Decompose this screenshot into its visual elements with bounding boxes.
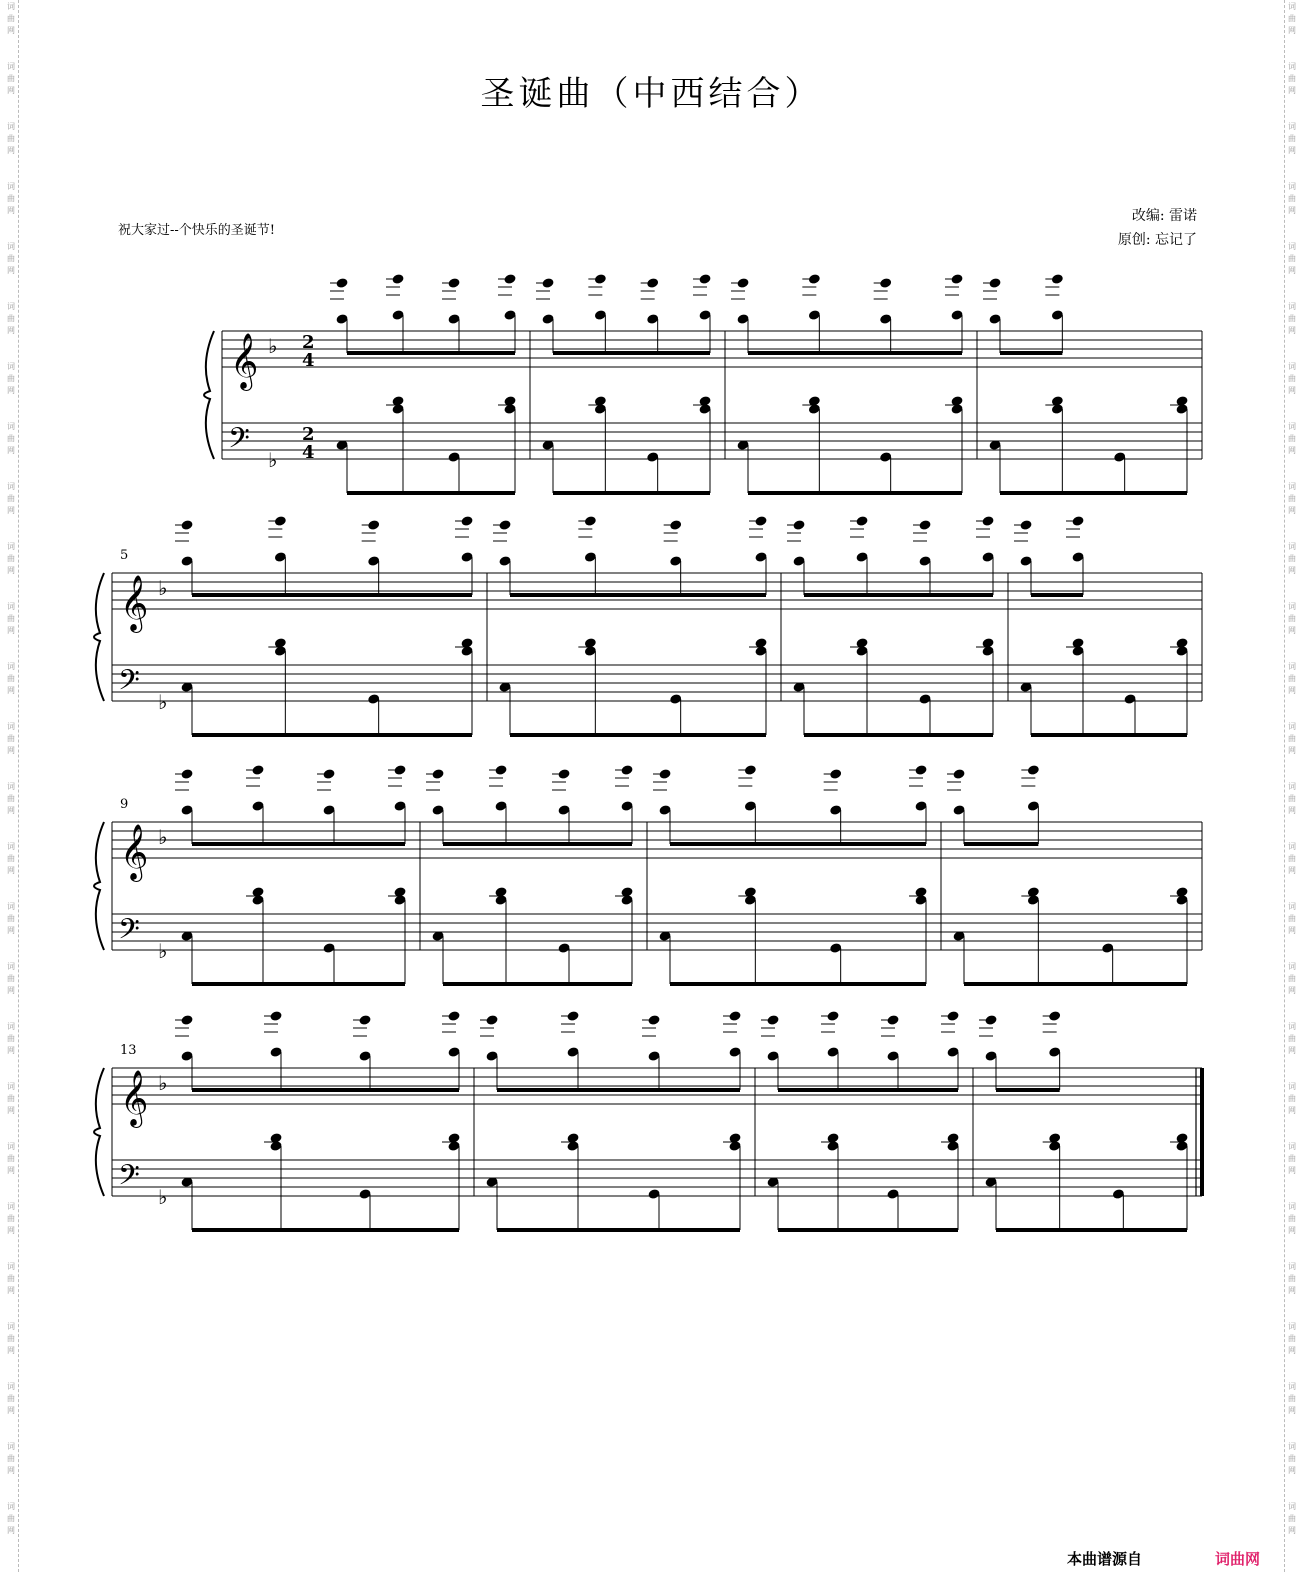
watermark-char: 网 xyxy=(7,686,15,695)
beam xyxy=(510,733,766,737)
watermark-char: 词 xyxy=(1288,1502,1296,1511)
watermark-char: 网 xyxy=(7,266,15,275)
watermark-char: 网 xyxy=(1288,566,1296,575)
beam xyxy=(553,351,710,355)
watermark-char: 曲 xyxy=(1288,1394,1296,1403)
watermark-char: 曲 xyxy=(7,74,15,83)
beam xyxy=(510,593,766,597)
watermark-char: 网 xyxy=(7,1406,15,1415)
watermark-char: 词 xyxy=(7,722,15,731)
watermark-char: 词 xyxy=(1288,1322,1296,1331)
watermark-char: 网 xyxy=(1288,1466,1296,1475)
watermark-char: 网 xyxy=(7,86,15,95)
watermark-char: 网 xyxy=(7,806,15,815)
watermark-char: 网 xyxy=(1288,1106,1296,1115)
watermark-char: 曲 xyxy=(1288,1334,1296,1343)
watermark-char: 网 xyxy=(1288,146,1296,155)
watermark-char: 曲 xyxy=(1288,434,1296,443)
beam xyxy=(443,982,632,986)
watermark-char: 网 xyxy=(7,446,15,455)
composer-credit: 原创: 忘记了 xyxy=(1117,232,1197,248)
watermark-char: 曲 xyxy=(1288,1214,1296,1223)
watermark-char: 词 xyxy=(1288,122,1296,131)
watermark-char: 词 xyxy=(1288,842,1296,851)
beam xyxy=(192,733,472,737)
watermark-char: 网 xyxy=(7,1226,15,1235)
beam xyxy=(497,1228,740,1232)
watermark-char: 网 xyxy=(1288,746,1296,755)
watermark-char: 曲 xyxy=(7,614,15,623)
time-sig-numerator: 2 xyxy=(302,332,315,353)
watermark-char: 网 xyxy=(7,206,15,215)
watermark-char: 词 xyxy=(7,1142,15,1151)
watermark-char: 曲 xyxy=(7,974,15,983)
beam xyxy=(748,351,962,355)
beam xyxy=(804,593,993,597)
watermark-char: 曲 xyxy=(7,1334,15,1343)
watermark-char: 网 xyxy=(1288,1166,1296,1175)
watermark-char: 网 xyxy=(1288,1346,1296,1355)
watermark-char: 曲 xyxy=(7,734,15,743)
watermark-char: 网 xyxy=(7,1526,15,1535)
watermark-char: 曲 xyxy=(1288,74,1296,83)
watermark-char: 词 xyxy=(1288,1202,1296,1211)
watermark-char: 网 xyxy=(1288,1046,1296,1055)
watermark-char: 词 xyxy=(7,122,15,131)
flat-sign-icon: ♭ xyxy=(268,334,278,358)
watermark-char: 词 xyxy=(1288,962,1296,971)
beam xyxy=(778,1228,958,1232)
watermark-char: 词 xyxy=(1288,482,1296,491)
watermark-char: 曲 xyxy=(1288,494,1296,503)
watermark-char: 词 xyxy=(7,782,15,791)
watermark-char: 网 xyxy=(1288,86,1296,95)
beam xyxy=(192,842,405,846)
watermark-char: 曲 xyxy=(7,1094,15,1103)
beam xyxy=(964,982,1187,986)
watermark-char: 曲 xyxy=(1288,374,1296,383)
watermark-char: 网 xyxy=(1288,986,1296,995)
watermark-char: 网 xyxy=(7,1106,15,1115)
watermark-char: 词 xyxy=(7,1322,15,1331)
watermark-char: 网 xyxy=(7,746,15,755)
flat-sign-icon: ♭ xyxy=(158,690,168,714)
watermark-char: 词 xyxy=(7,842,15,851)
watermark-char: 曲 xyxy=(7,674,15,683)
watermark-char: 词 xyxy=(7,1022,15,1031)
watermark-char: 曲 xyxy=(1288,974,1296,983)
beam xyxy=(996,1088,1060,1092)
watermark-char: 词 xyxy=(1288,62,1296,71)
beam xyxy=(670,842,926,846)
measure-number: 5 xyxy=(120,548,129,563)
bass-clef-icon: 𝄢 xyxy=(118,913,140,953)
site-name[interactable]: 词曲网 xyxy=(1215,1550,1261,1568)
watermark-char: 词 xyxy=(7,1262,15,1271)
watermark-char: 词 xyxy=(7,962,15,971)
time-sig-numerator: 2 xyxy=(302,424,315,445)
beam xyxy=(748,491,962,495)
watermark-char: 词 xyxy=(7,902,15,911)
watermark-char: 曲 xyxy=(7,1274,15,1283)
staff-brace xyxy=(204,331,214,459)
watermark-char: 词 xyxy=(7,1202,15,1211)
watermark-char: 网 xyxy=(1288,1406,1296,1415)
watermark-char: 网 xyxy=(1288,1526,1296,1535)
beam xyxy=(778,1088,958,1092)
watermark-char: 曲 xyxy=(1288,734,1296,743)
watermark-char: 网 xyxy=(7,1346,15,1355)
watermark-char: 词 xyxy=(7,1382,15,1391)
flat-sign-icon: ♭ xyxy=(158,1071,168,1095)
watermark-char: 曲 xyxy=(1288,1034,1296,1043)
watermark-char: 曲 xyxy=(7,14,15,23)
score-title: 圣诞曲（中西结合） xyxy=(480,74,823,114)
time-sig-denominator: 4 xyxy=(302,442,315,463)
flat-sign-icon: ♭ xyxy=(158,576,168,600)
watermark-char: 曲 xyxy=(1288,674,1296,683)
treble-clef-icon: 𝄞 xyxy=(230,333,259,389)
watermark-char: 曲 xyxy=(1288,914,1296,923)
watermark-char: 词 xyxy=(1288,2,1296,11)
beam xyxy=(1031,593,1083,597)
treble-clef-icon: 𝄞 xyxy=(120,824,149,880)
beam xyxy=(443,842,632,846)
watermark-char: 词 xyxy=(7,662,15,671)
watermark-char: 网 xyxy=(1288,326,1296,335)
beam xyxy=(670,982,926,986)
watermark-char: 词 xyxy=(1288,242,1296,251)
watermark-char: 网 xyxy=(1288,686,1296,695)
watermark-char: 曲 xyxy=(7,314,15,323)
measure-number: 13 xyxy=(120,1043,137,1058)
bass-clef-icon: 𝄢 xyxy=(228,422,250,462)
watermark-char: 词 xyxy=(7,62,15,71)
bass-clef-icon: 𝄢 xyxy=(118,1159,140,1199)
beam xyxy=(192,1228,459,1232)
watermark-char: 曲 xyxy=(7,1034,15,1043)
watermark-char: 词 xyxy=(7,542,15,551)
watermark-char: 词 xyxy=(1288,542,1296,551)
staff-brace xyxy=(94,1068,104,1196)
watermark-char: 网 xyxy=(7,1286,15,1295)
watermark-char: 曲 xyxy=(7,1214,15,1223)
watermark-char: 网 xyxy=(1288,206,1296,215)
watermark-char: 网 xyxy=(7,506,15,515)
staff-brace xyxy=(94,573,104,701)
watermark-char: 曲 xyxy=(1288,614,1296,623)
watermark-char: 曲 xyxy=(7,554,15,563)
watermark-char: 曲 xyxy=(1288,794,1296,803)
watermark-char: 网 xyxy=(1288,26,1296,35)
watermark-char: 曲 xyxy=(7,494,15,503)
watermark-char: 网 xyxy=(1288,806,1296,815)
watermark-char: 网 xyxy=(7,1166,15,1175)
dedication-text: 祝大家过--个快乐的圣诞节! xyxy=(118,223,276,238)
watermark-char: 曲 xyxy=(1288,254,1296,263)
arranger-credit: 改编: 雷诺 xyxy=(1131,208,1197,224)
watermark-char: 曲 xyxy=(7,134,15,143)
watermark-char: 词 xyxy=(1288,1382,1296,1391)
watermark-char: 词 xyxy=(1288,1082,1296,1091)
treble-clef-icon: 𝄞 xyxy=(120,575,149,631)
watermark-char: 词 xyxy=(7,1082,15,1091)
watermark-char: 词 xyxy=(7,182,15,191)
time-sig-denominator: 4 xyxy=(302,350,315,371)
beam xyxy=(1031,733,1187,737)
flat-sign-icon: ♭ xyxy=(158,939,168,963)
beam xyxy=(497,1088,740,1092)
beam xyxy=(192,593,472,597)
beam xyxy=(192,1088,459,1092)
watermark-char: 词 xyxy=(1288,362,1296,371)
watermark-char: 曲 xyxy=(1288,554,1296,563)
watermark-char: 词 xyxy=(7,302,15,311)
watermark-char: 网 xyxy=(7,1466,15,1475)
watermark-char: 词 xyxy=(1288,422,1296,431)
watermark-char: 网 xyxy=(7,386,15,395)
watermark-char: 曲 xyxy=(1288,194,1296,203)
beam xyxy=(804,733,993,737)
watermark-char: 曲 xyxy=(7,254,15,263)
watermark-char: 曲 xyxy=(1288,1274,1296,1283)
watermark-char: 网 xyxy=(1288,386,1296,395)
beam xyxy=(192,982,405,986)
watermark-char: 网 xyxy=(1288,446,1296,455)
watermark-char: 曲 xyxy=(7,854,15,863)
watermark-char: 曲 xyxy=(7,1514,15,1523)
bass-clef-icon: 𝄢 xyxy=(118,664,140,704)
watermark-char: 词 xyxy=(1288,1142,1296,1151)
watermark-char: 曲 xyxy=(7,434,15,443)
beam xyxy=(347,351,515,355)
watermark-char: 词 xyxy=(1288,722,1296,731)
flat-sign-icon: ♭ xyxy=(268,448,278,472)
flat-sign-icon: ♭ xyxy=(158,825,168,849)
watermark-char: 网 xyxy=(1288,506,1296,515)
watermark-char: 曲 xyxy=(1288,1454,1296,1463)
watermark-char: 词 xyxy=(1288,302,1296,311)
watermark-char: 词 xyxy=(7,482,15,491)
watermark-char: 词 xyxy=(1288,662,1296,671)
watermark-char: 词 xyxy=(1288,182,1296,191)
watermark-char: 词 xyxy=(7,242,15,251)
watermark-char: 网 xyxy=(7,626,15,635)
watermark-char: 网 xyxy=(1288,926,1296,935)
watermark-char: 词 xyxy=(1288,1442,1296,1451)
watermark-char: 网 xyxy=(1288,866,1296,875)
watermark-char: 词 xyxy=(7,362,15,371)
watermark-char: 曲 xyxy=(1288,854,1296,863)
watermark-char: 词 xyxy=(7,422,15,431)
watermark-char: 曲 xyxy=(1288,134,1296,143)
watermark-char: 曲 xyxy=(1288,314,1296,323)
watermark-char: 词 xyxy=(1288,782,1296,791)
flat-sign-icon: ♭ xyxy=(158,1185,168,1209)
watermark-char: 词 xyxy=(1288,1022,1296,1031)
watermark-char: 网 xyxy=(7,1046,15,1055)
watermark-char: 曲 xyxy=(7,194,15,203)
watermark-char: 词 xyxy=(1288,602,1296,611)
watermark-char: 网 xyxy=(1288,1226,1296,1235)
watermark-char: 词 xyxy=(1288,1262,1296,1271)
watermark-char: 曲 xyxy=(7,794,15,803)
measure-number: 9 xyxy=(120,797,129,812)
beam xyxy=(964,842,1038,846)
beam xyxy=(1000,491,1187,495)
watermark-char: 词 xyxy=(7,1442,15,1451)
watermark-char: 曲 xyxy=(7,914,15,923)
watermark-char: 曲 xyxy=(1288,1514,1296,1523)
watermark-char: 曲 xyxy=(7,1394,15,1403)
staff-brace xyxy=(94,822,104,950)
watermark-char: 曲 xyxy=(7,1154,15,1163)
watermark-char: 曲 xyxy=(1288,14,1296,23)
watermark-char: 网 xyxy=(7,566,15,575)
beam xyxy=(347,491,515,495)
watermark-char: 曲 xyxy=(7,1454,15,1463)
watermark-char: 词 xyxy=(7,1502,15,1511)
watermark-char: 词 xyxy=(1288,902,1296,911)
source-label: 本曲谱源自 xyxy=(1067,1550,1143,1568)
watermark-char: 网 xyxy=(7,326,15,335)
watermark-char: 网 xyxy=(1288,626,1296,635)
watermark-char: 网 xyxy=(7,146,15,155)
watermark-char: 词 xyxy=(7,2,15,11)
watermark-char: 网 xyxy=(7,866,15,875)
watermark-char: 曲 xyxy=(1288,1094,1296,1103)
watermark-char: 曲 xyxy=(1288,1154,1296,1163)
watermark-char: 曲 xyxy=(7,374,15,383)
beam xyxy=(996,1228,1187,1232)
watermark-char: 网 xyxy=(7,926,15,935)
treble-clef-icon: 𝄞 xyxy=(120,1070,149,1126)
beam xyxy=(553,491,710,495)
watermark-char: 词 xyxy=(7,602,15,611)
watermark-char: 网 xyxy=(1288,1286,1296,1295)
watermark-char: 网 xyxy=(7,26,15,35)
beam xyxy=(1000,351,1062,355)
watermark-char: 网 xyxy=(1288,266,1296,275)
watermark-char: 网 xyxy=(7,986,15,995)
